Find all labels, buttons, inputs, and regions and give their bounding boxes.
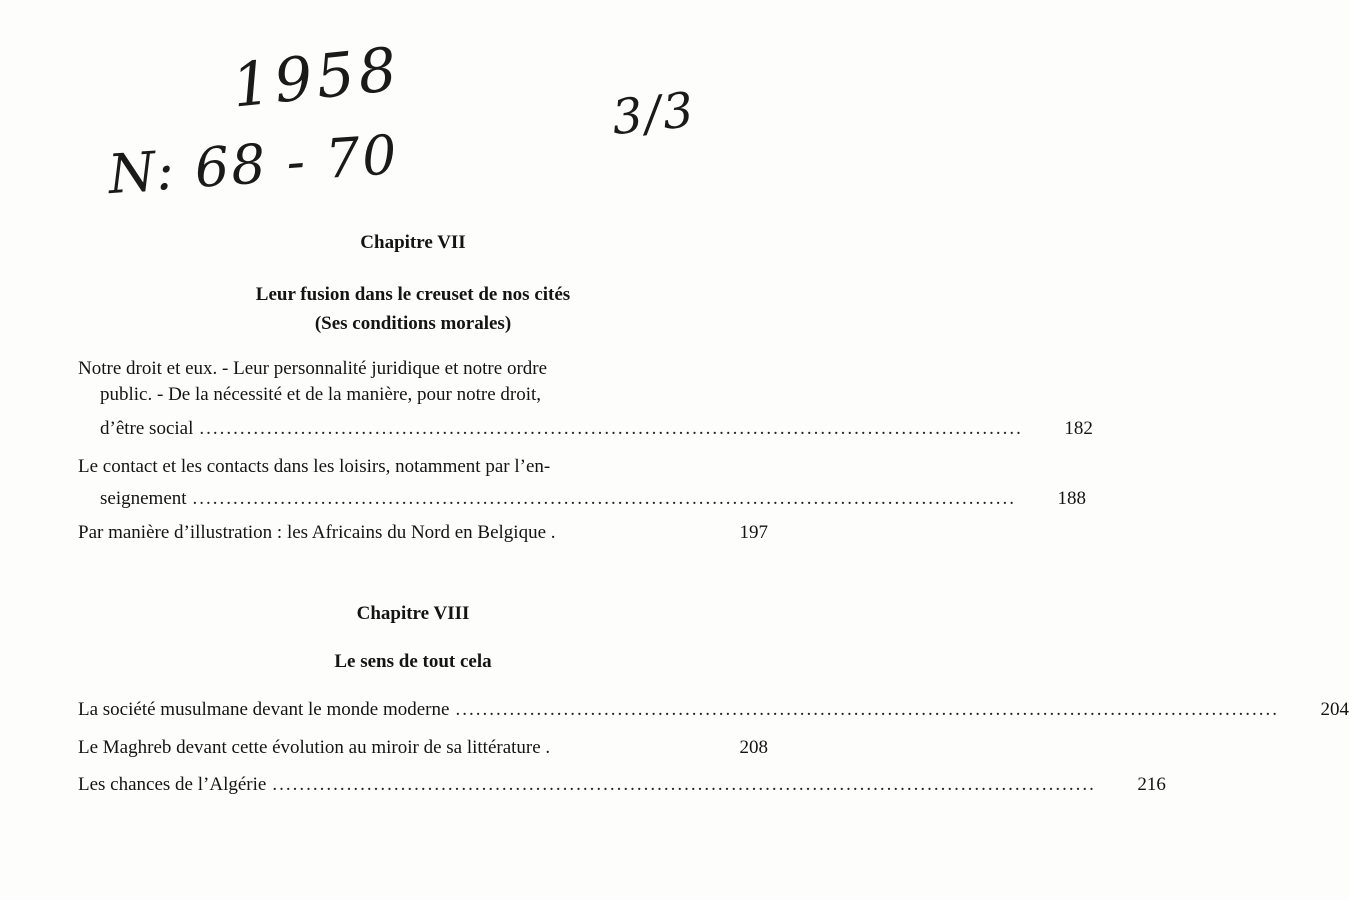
toc-page-number: 188 xyxy=(1057,488,1087,509)
toc-entry-line xyxy=(78,772,1166,798)
chapter-7-title-line2: (Ses conditions morales) xyxy=(314,313,512,334)
toc-entry-text: Notre droit et eux. - Leur personnalité juridique et notre ordre xyxy=(78,358,548,379)
toc-entry-text: Le contact et les contacts dans les loisirs, notamment par l’en- xyxy=(78,456,551,477)
toc-entry-text: Le Maghreb devant cette évolution au miroir de sa littérature . xyxy=(78,737,551,758)
dot-leader: .......................................................................................................................... xyxy=(199,418,1023,439)
toc-entry-text: La société musulmane devant le monde moderne xyxy=(78,699,450,720)
handwritten-year: 1958 xyxy=(228,34,404,122)
toc-entry-line xyxy=(78,735,768,761)
toc-entry-line xyxy=(78,520,768,546)
toc-entry-text: Par manière d’illustration : les Africains du Nord en Belgique . xyxy=(78,522,556,543)
dot-leader: .......................................................................................................................... xyxy=(455,699,1279,720)
toc-page-number: 182 xyxy=(1064,418,1093,439)
toc-entry-line xyxy=(78,454,768,480)
toc-page-number: 197 xyxy=(739,522,768,543)
toc-entry-text: seignement xyxy=(100,488,187,509)
dot-leader: .......................................................................................................................... xyxy=(192,488,1017,509)
handwritten-issue-numbers: N: 68 - 70 xyxy=(106,122,401,207)
toc-entry xyxy=(78,735,768,761)
toc-entry xyxy=(78,356,1093,442)
chapter-8-title: Le sens de tout cela xyxy=(334,651,492,672)
toc-entry-line xyxy=(78,486,1087,512)
toc-entry-text: d’être social xyxy=(100,418,194,439)
toc-page-number: 208 xyxy=(739,737,768,758)
chapter-7-title-line1: Leur fusion dans le creuset de nos cités xyxy=(255,284,571,305)
toc-page-number: 216 xyxy=(1137,774,1166,795)
toc-entry-line xyxy=(78,697,1349,723)
toc-entry-line xyxy=(78,416,1093,442)
toc-entry-text: Les chances de l’Algérie xyxy=(78,774,267,795)
dot-leader: .......................................................................................................................... xyxy=(272,774,1096,795)
toc-entry xyxy=(78,772,1166,798)
toc-entry-text: public. - De la nécessité et de la manière, pour notre droit, xyxy=(100,384,542,405)
toc-entry xyxy=(78,520,768,546)
chapter-8-heading: Chapitre VIII xyxy=(356,603,470,624)
toc-entry xyxy=(78,697,1349,723)
handwritten-fraction: 3/3 xyxy=(609,81,698,147)
toc-page-number: 204 xyxy=(1320,699,1349,720)
toc-entry-line xyxy=(78,382,768,408)
toc-entry xyxy=(78,454,1087,512)
toc-entry-line xyxy=(78,356,768,382)
chapter-7-heading: Chapitre VII xyxy=(360,232,466,253)
